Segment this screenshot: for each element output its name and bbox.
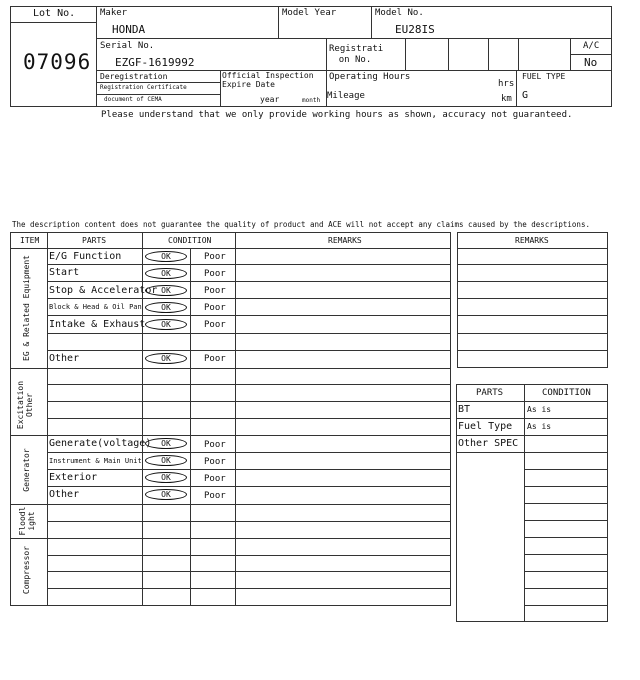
poor-option: Poor <box>204 354 226 364</box>
remarks-header: REMARKS <box>515 236 549 245</box>
table-row-part: Generate(voltage) <box>49 438 152 449</box>
table-row-part: Other <box>49 489 80 500</box>
poor-option: Poor <box>204 457 226 467</box>
cema-document-label: document of CEMA <box>104 96 162 103</box>
group-label-excitation: Excitation Other <box>16 380 34 430</box>
year-label: year <box>260 95 280 104</box>
table-row-part: Other <box>49 353 80 364</box>
remarks-column-header: REMARKS <box>328 236 362 245</box>
ac-value: No <box>584 56 598 69</box>
mileage-label: Mileage <box>327 91 365 101</box>
inspection-label: Official Inspection <box>222 71 314 80</box>
spec-row-condition: As is <box>527 405 552 414</box>
km-unit: km <box>501 94 512 104</box>
serial-value: EZGF-1619992 <box>115 56 195 69</box>
serial-label: Serial No. <box>100 41 155 51</box>
model-no-value: EU28IS <box>395 23 435 36</box>
spec-condition-header: CONDITION <box>542 388 591 398</box>
spec-row-condition: As is <box>527 422 552 431</box>
model-year-label: Model Year <box>282 8 337 18</box>
table-row-part: E/G Function <box>49 251 122 262</box>
poor-option: Poor <box>204 303 226 313</box>
poor-option: Poor <box>204 252 226 262</box>
group-label-eg: EG & Related Equipment <box>22 255 31 361</box>
maker-value: HONDA <box>112 23 146 36</box>
ok-circle: OK <box>145 319 187 330</box>
ac-label: A/C <box>583 41 600 51</box>
poor-option: Poor <box>204 491 226 501</box>
working-hours-notice: Please understand that we only provide working hours as shown, accuracy not guaranteed. <box>101 110 573 120</box>
ok-circle: OK <box>145 302 187 313</box>
item-column-header: ITEM <box>20 236 40 245</box>
spec-row-part: Fuel Type <box>458 421 513 432</box>
ok-circle: OK <box>145 285 187 296</box>
poor-option: Poor <box>204 474 226 484</box>
operating-hours-label: Operating Hours <box>329 72 411 82</box>
table-row-part: Exterior <box>49 472 98 483</box>
fuel-type-label: FUEL TYPE <box>522 72 566 81</box>
lot-number: 07096 <box>23 50 92 74</box>
ok-circle: OK <box>145 268 187 279</box>
spec-row-part: Other SPEC <box>458 438 519 449</box>
month-label: month <box>302 97 321 104</box>
group-label-floodlight: Floodl ight <box>18 506 36 536</box>
table-row-part: Instrument & Main Unit <box>49 457 142 465</box>
registration-label: Registrati on No. <box>329 44 384 65</box>
table-row-part: Start <box>49 267 80 278</box>
poor-option: Poor <box>204 286 226 296</box>
spec-parts-header: PARTS <box>476 388 504 398</box>
spec-row-part: BT <box>458 404 471 415</box>
poor-option: Poor <box>204 440 226 450</box>
table-row-part: Stop & Accelerator <box>49 285 158 296</box>
lot-label: Lot No. <box>33 8 76 19</box>
deregistration-label: Deregistration <box>100 72 168 81</box>
table-row-part: Intake & Exhaust <box>49 319 146 330</box>
poor-option: Poor <box>204 320 226 330</box>
maker-label: Maker <box>100 8 128 18</box>
disclaimer: The description content does not guarantee the quality of product and ACE will not accept any claims caused by the descriptions. <box>12 220 590 229</box>
expire-date-label: Expire Date <box>222 80 275 89</box>
registration-certificate-label: Registration Certificate <box>100 84 187 91</box>
ok-circle: OK <box>145 353 187 364</box>
model-no-label: Model No. <box>375 8 424 18</box>
parts-column-header: PARTS <box>82 236 107 245</box>
ok-circle: OK <box>145 489 187 500</box>
ok-circle: OK <box>145 251 187 262</box>
group-label-compressor: Compressor <box>22 545 31 595</box>
hrs-unit: hrs <box>498 79 515 89</box>
ok-circle: OK <box>145 455 187 466</box>
ok-circle: OK <box>145 438 187 449</box>
poor-option: Poor <box>204 269 226 279</box>
fuel-type-value: G <box>522 90 529 101</box>
group-label-generator: Generator <box>22 448 31 492</box>
table-row-part: Block & Head & Oil Pan <box>49 303 142 311</box>
condition-column-header: CONDITION <box>168 236 212 245</box>
ok-circle: OK <box>145 472 187 483</box>
